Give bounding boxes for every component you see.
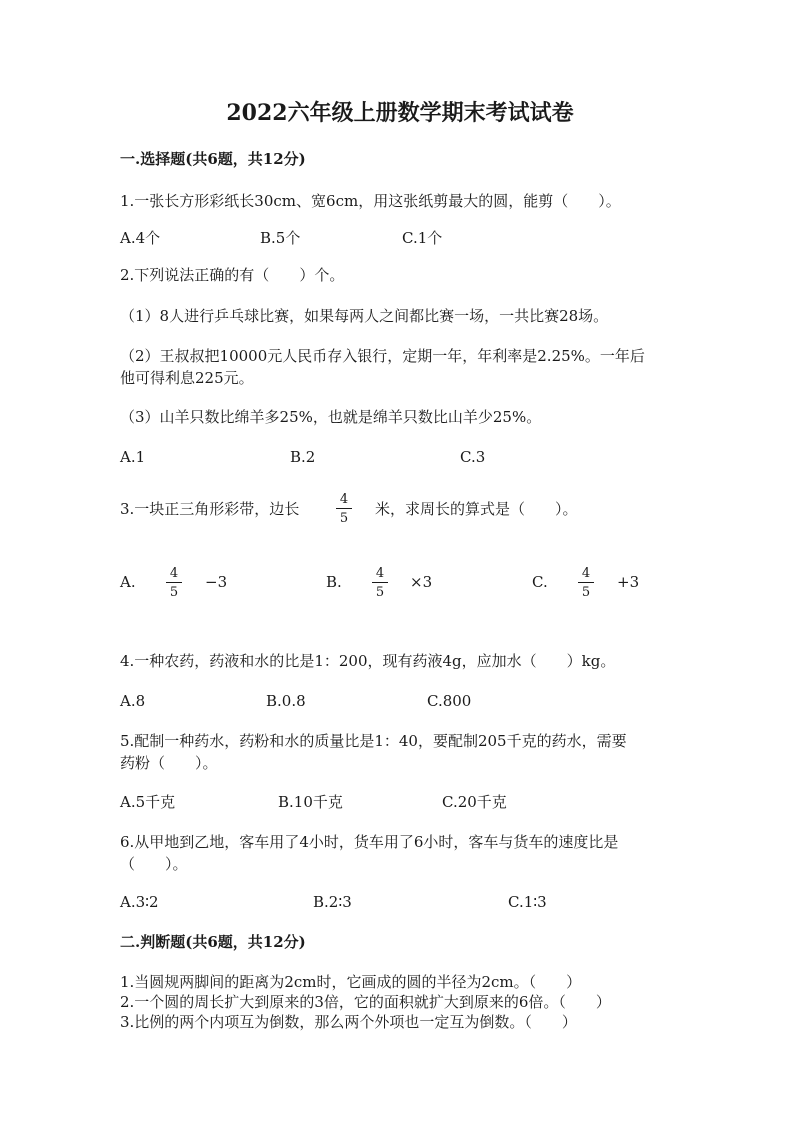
- q5-option-a: A.5千克: [120, 793, 176, 811]
- fraction-numerator: 4: [581, 566, 591, 581]
- question-1-text: 1.一张长方形彩纸长30cm、宽6cm，用这张纸剪最大的圆，能剪（ ）。: [120, 192, 621, 210]
- fraction-bar: [372, 582, 388, 583]
- q2-statement-2-line-1: （2）王叔叔把10000元人民币存入银行，定期一年，年利率是2.25%。一年后: [120, 347, 645, 365]
- q2-statement-1: （1）8人进行乒乓球比赛，如果每两人之间都比赛一场，一共比赛28场。: [120, 307, 609, 325]
- q1-option-a: A.4个: [120, 229, 161, 247]
- fraction-numerator: 4: [169, 566, 179, 581]
- q3-option-a-fraction: [166, 566, 182, 600]
- question-6-line-2: （ ）。: [120, 855, 188, 873]
- question-2-text: 2.下列说法正确的有（ ）个。: [120, 266, 345, 284]
- q6-option-c: C.1∶3: [508, 893, 547, 911]
- q6-option-b: B.2∶3: [313, 893, 352, 911]
- question-3-text-before: 3.一块正三角形彩带，边长: [120, 500, 300, 518]
- q1-option-c: C.1个: [402, 229, 443, 247]
- question-6-line-1: 6.从甲地到乙地，客车用了4小时，货车用了6小时，客车与货车的速度比是: [120, 833, 619, 851]
- question-4-text: 4.一种农药，药液和水的比是1：200，现有药液4g，应加水（ ）kg。: [120, 652, 616, 670]
- fraction-bar: [578, 582, 594, 583]
- q4-option-b: B.0.8: [266, 692, 306, 710]
- q3-option-b-fraction: [372, 566, 388, 600]
- q3-option-a-operation: −3: [205, 573, 228, 591]
- question-3-text-after: 米，求周长的算式是（ ）。: [375, 500, 578, 518]
- fraction-denominator: 5: [581, 585, 591, 600]
- question-5-line-2: 药粉（ ）。: [120, 754, 218, 772]
- q2-option-c: C.3: [460, 448, 486, 466]
- q3-option-c-operation: +3: [617, 573, 640, 591]
- q6-option-a: A.3∶2: [120, 893, 159, 911]
- fraction-denominator: 5: [339, 511, 349, 526]
- q4-option-a: A.8: [120, 692, 146, 710]
- question-5-line-1: 5.配制一种药水，药粉和水的质量比是1：40，要配制205千克的药水，需要: [120, 732, 627, 750]
- q3-option-a-label: A.: [120, 573, 136, 591]
- q2-option-a: A.1: [120, 448, 146, 466]
- fraction-denominator: 5: [375, 585, 385, 600]
- page-title: 2022六年级上册数学期末考试试卷: [226, 100, 574, 126]
- q3-fraction: [336, 492, 352, 526]
- q2-statement-2-line-2: 他可得利息225元。: [120, 369, 254, 387]
- q2-option-b: B.2: [290, 448, 316, 466]
- judgement-item-3: 3.比例的两个内项互为倒数，那么两个外项也一定互为倒数。（ ）: [120, 1013, 577, 1031]
- judgement-item-2: 2.一个圆的周长扩大到原来的3倍，它的面积就扩大到原来的6倍。（ ）: [120, 993, 611, 1011]
- q4-option-c: C.800: [427, 692, 472, 710]
- judgement-item-1: 1.当圆规两脚间的距离为2cm时，它画成的圆的半径为2cm。（ ）: [120, 973, 582, 991]
- q3-option-c-fraction: [578, 566, 594, 600]
- section-heading-choice: 一.选择题(共6题，共12分): [120, 150, 306, 168]
- q2-statement-3: （3）山羊只数比绵羊多25%，也就是绵羊只数比山羊少25%。: [120, 408, 542, 426]
- fraction-numerator: 4: [375, 566, 385, 581]
- q3-option-b-operation: ×3: [410, 573, 433, 591]
- q1-option-b: B.5个: [260, 229, 301, 247]
- q3-option-b-label: B.: [326, 573, 342, 591]
- q3-option-c-label: C.: [532, 573, 548, 591]
- q5-option-c: C.20千克: [442, 793, 507, 811]
- fraction-denominator: 5: [169, 585, 179, 600]
- fraction-bar: [336, 508, 352, 509]
- q5-option-b: B.10千克: [278, 793, 343, 811]
- section-heading-judgement: 二.判断题(共6题，共12分): [120, 933, 306, 951]
- fraction-bar: [166, 582, 182, 583]
- fraction-numerator: 4: [339, 492, 349, 507]
